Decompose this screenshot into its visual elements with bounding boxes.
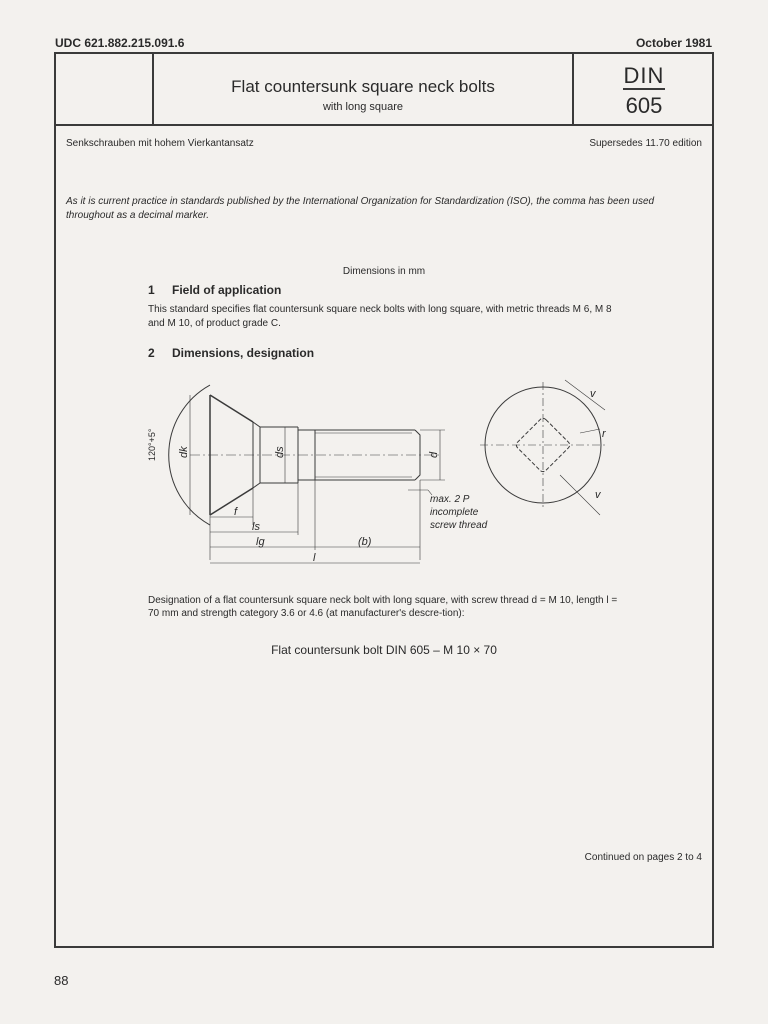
d-label: d bbox=[428, 451, 440, 458]
section-1-number: 1 bbox=[148, 283, 155, 297]
section-1-heading: Field of application bbox=[172, 283, 282, 297]
angle-label: 120°+5° bbox=[147, 428, 157, 461]
ls-label: ls bbox=[252, 521, 260, 533]
din-number: 605 bbox=[625, 93, 663, 118]
bolt-technical-drawing bbox=[130, 365, 650, 585]
designation-example: Flat countersunk bolt DIN 605 – M 10 × 70 bbox=[271, 643, 497, 657]
thread-note-line-2: incomplete bbox=[430, 507, 479, 518]
v-dimension-line-bottom bbox=[560, 475, 600, 515]
section-1-text: This standard specifies flat countersunk square neck bolts with long square, with metric threads M 6, M 8 and M 10, of product grade C. bbox=[148, 304, 612, 329]
b-label: (b) bbox=[358, 536, 372, 548]
udc-code: UDC 621.882.215.091.6 bbox=[55, 36, 185, 50]
r-leader bbox=[580, 429, 600, 433]
iso-decimal-note: As it is current practice in standards published by the International Organization for Standardization (ISO), the comma has been used throughout as a decimal marker. bbox=[66, 196, 655, 221]
r-label: r bbox=[602, 428, 606, 440]
dimensions-note: Dimensions in mm bbox=[342, 266, 426, 277]
ds-label: ds bbox=[274, 446, 286, 458]
lg-label: lg bbox=[256, 536, 265, 548]
din-label: DIN bbox=[623, 63, 665, 88]
thread-note-line-1: max. 2 P bbox=[430, 494, 470, 505]
v-label-bottom: v bbox=[595, 489, 601, 501]
section-2-number: 2 bbox=[148, 346, 155, 360]
german-title: Senkschrauben mit hohem Vierkantansatz bbox=[66, 138, 254, 149]
publication-date: October 1981 bbox=[635, 36, 712, 50]
head-flank-top bbox=[210, 395, 253, 422]
page-number: 88 bbox=[54, 973, 69, 988]
section-2-heading: Dimensions, designation bbox=[172, 346, 315, 360]
din-underline bbox=[623, 88, 665, 90]
document-subtitle: with long square bbox=[322, 101, 404, 113]
dk-label: dk bbox=[178, 446, 190, 458]
v-label-top: v bbox=[590, 388, 596, 400]
l-label: l bbox=[313, 552, 316, 564]
head-flank-bottom bbox=[210, 488, 253, 515]
continued-note: Continued on pages 2 to 4 bbox=[584, 852, 702, 863]
thread-note-line-3: screw thread bbox=[430, 520, 488, 531]
supersedes-note: Supersedes 11.70 edition bbox=[589, 138, 702, 149]
document-title: Flat countersunk square neck bolts bbox=[231, 77, 495, 96]
f-label: f bbox=[234, 506, 238, 518]
designation-text: Designation of a flat countersunk square neck bolt with long square, with screw thread d = M 10, length l = 70 mm and strength category 3.6 or 4.6 (at manufacturer's descre-tion): bbox=[148, 595, 618, 619]
